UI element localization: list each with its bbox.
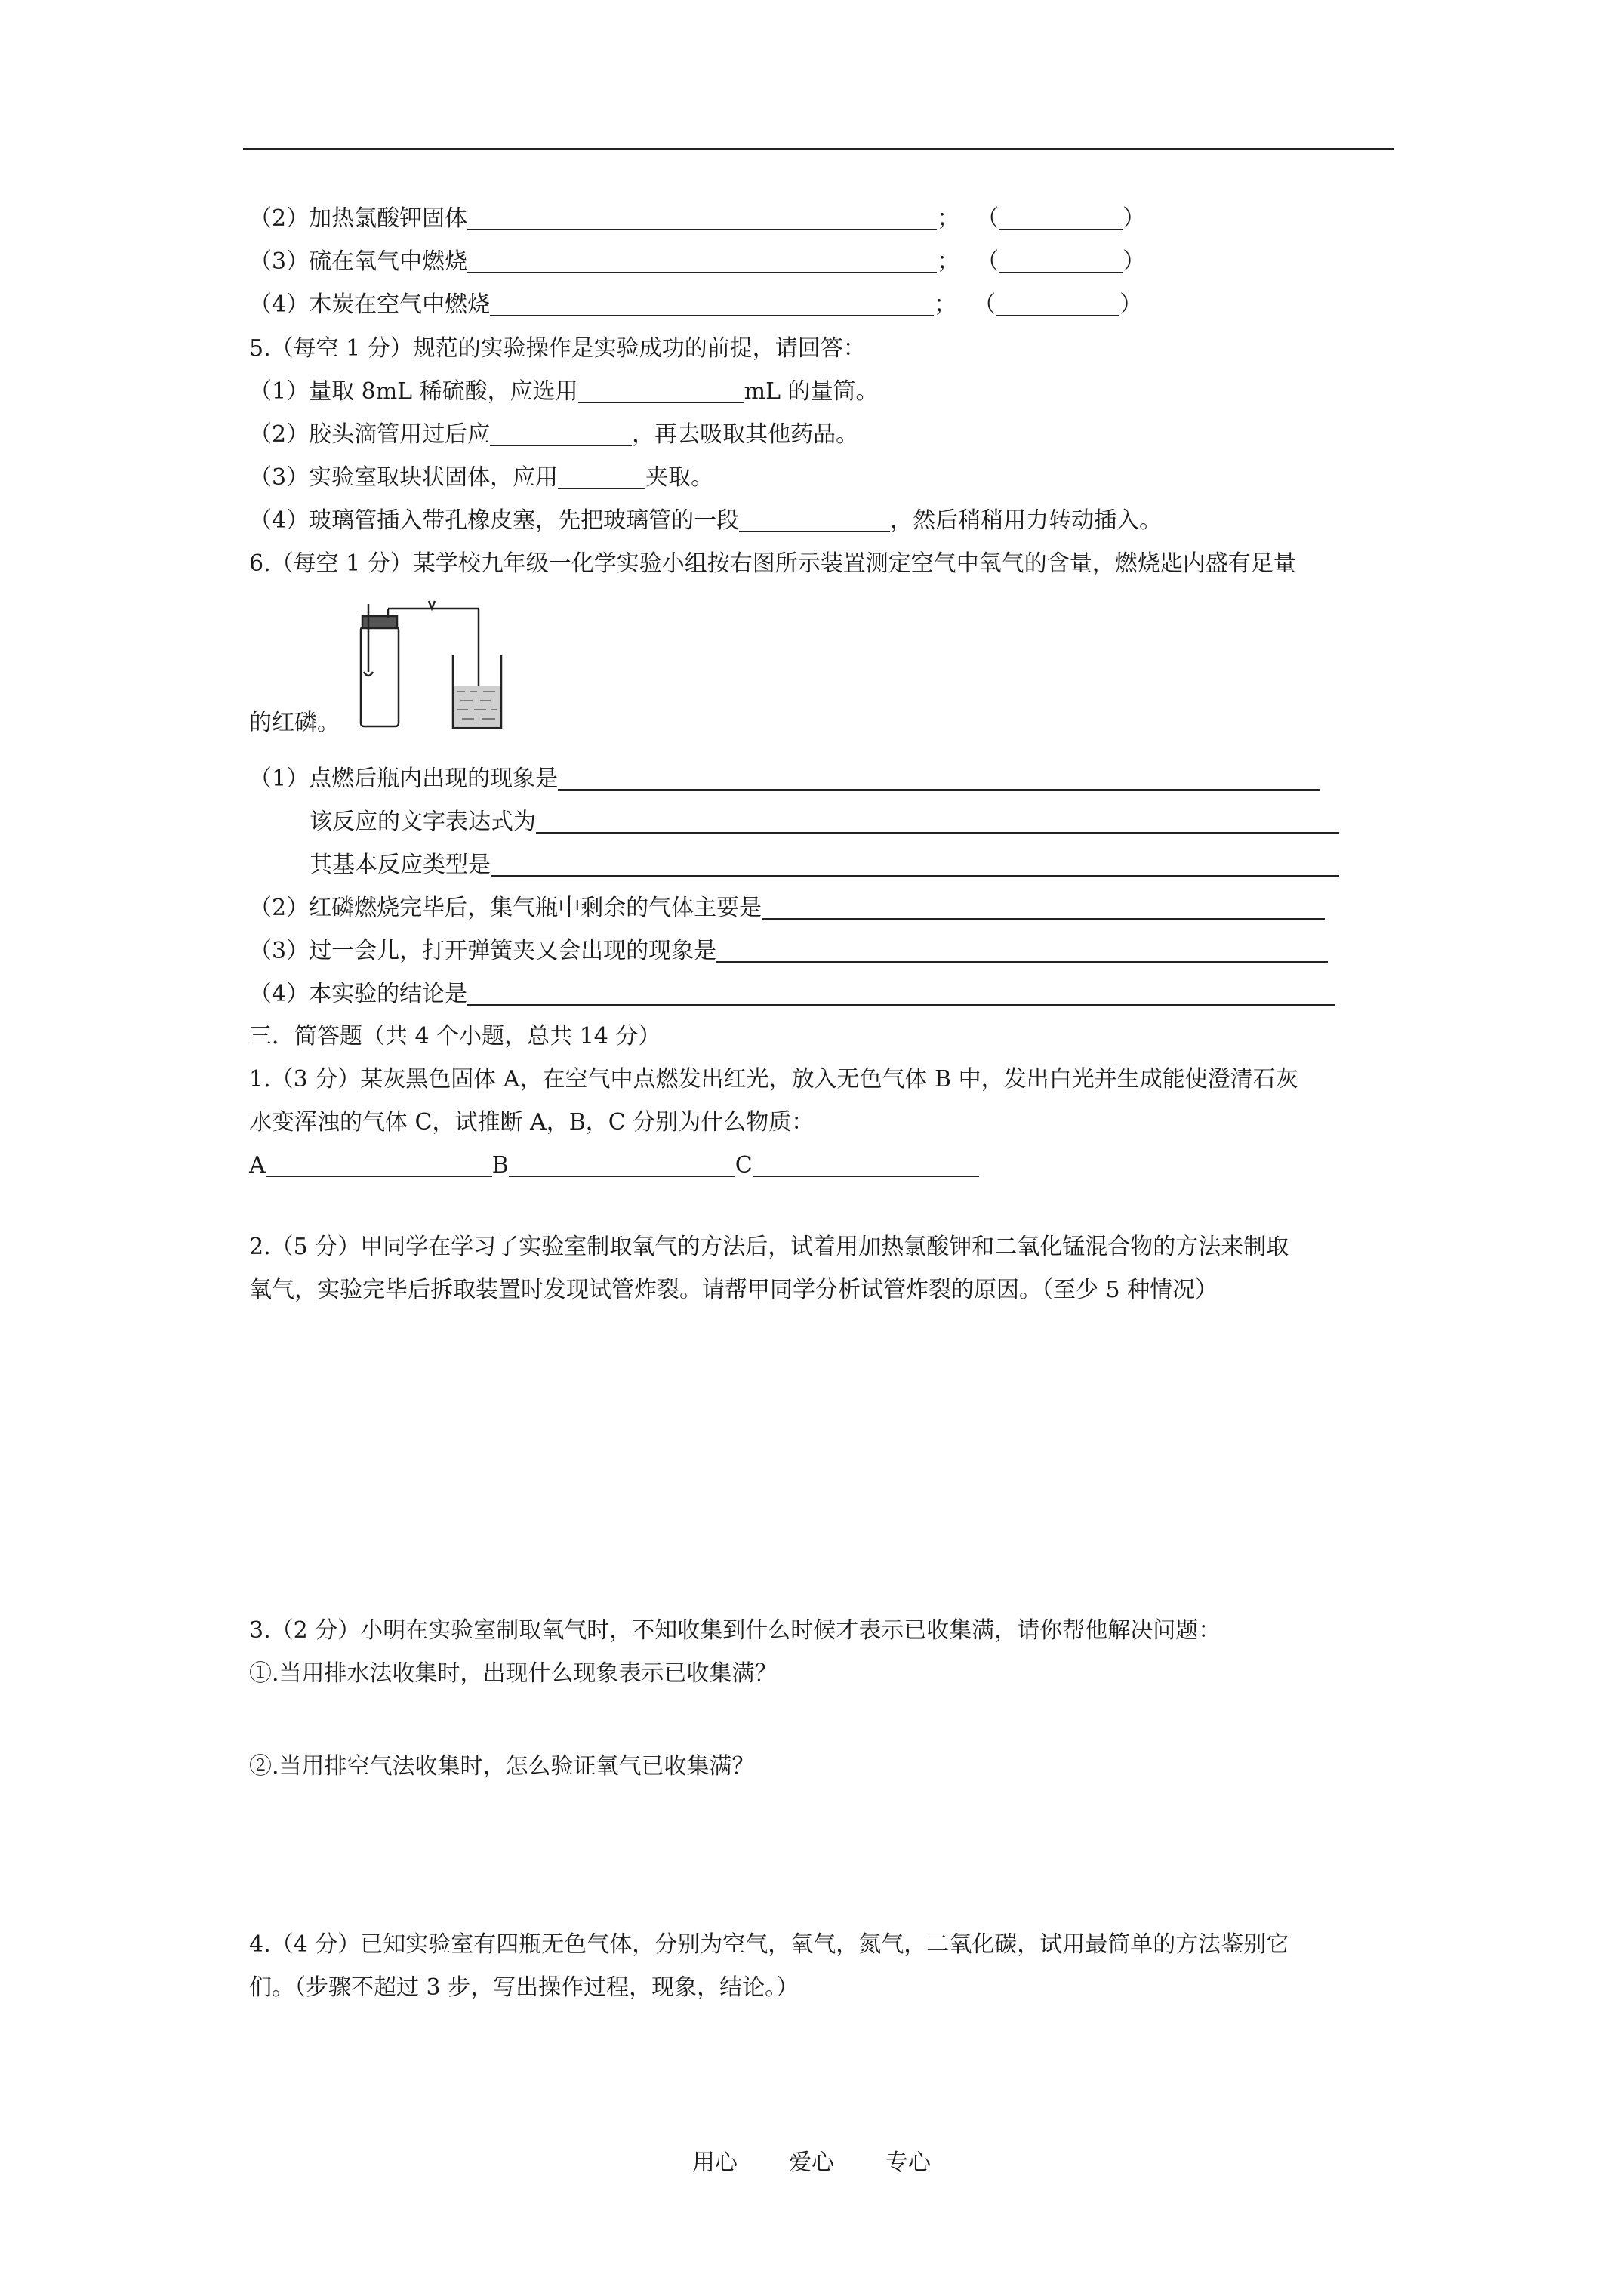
answer-blank[interactable]: [996, 289, 1119, 316]
s3-q3-sub1: ①.当用排水法收集时，出现什么现象表示已收集满？: [249, 1660, 778, 1687]
answer-label-c: C: [735, 1152, 753, 1179]
answer-blank[interactable]: [266, 1150, 492, 1177]
q5-item-text: （4）玻璃管插入带孔橡皮塞，先把玻璃管的一段: [249, 507, 740, 534]
q5-item-text: （2）胶头滴管用过后应: [249, 421, 491, 448]
answer-blank[interactable]: [762, 892, 1325, 920]
answer-blank[interactable]: [753, 1150, 979, 1177]
q4-item-label: （3）硫在氧气中燃烧: [249, 248, 468, 275]
q5-item-text: ，再去吸取其他药品。: [632, 421, 859, 448]
q5-item-text: （1）量取 8mL 稀硫酸，应选用: [249, 378, 578, 405]
s3-q2-line2: 氧气，实验完毕后拆取装置时发现试管炸裂。请帮甲同学分析试管炸裂的原因。（至少 5 种情况）: [249, 1277, 1218, 1303]
gas-bottle: [361, 627, 399, 726]
q5-item-1: [249, 375, 879, 408]
semicolon: ；: [937, 205, 960, 232]
q6-item-text: （3）过一会儿，打开弹簧夹又会出现的现象是: [249, 938, 717, 964]
q5-title: 5.（每空 1 分）规范的实验操作是实验成功的前提，请回答：: [249, 335, 866, 362]
paren-right: ）: [1123, 248, 1146, 275]
q6-item-text: （4）本实验的结论是: [249, 981, 468, 1007]
s3-q1-line2: 水变浑浊的气体 C，试推断 A，B，C 分别为什么物质：: [249, 1109, 815, 1136]
s3-q3-sub2: ②.当用排空气法收集时，怎么验证氧气已收集满？: [249, 1753, 755, 1780]
answer-blank[interactable]: [558, 763, 1320, 791]
header-rule: [243, 148, 1394, 150]
q6-item-4: [249, 978, 1335, 1011]
answer-blank[interactable]: [467, 203, 937, 230]
answer-label-b: B: [491, 1152, 509, 1179]
s3-q4-line1: 4.（4 分）已知实验室有四瓶无色气体，分别为空气，氧气，氮气，二氧化碳，试用最简单的方法鉴别它: [249, 1931, 1289, 1958]
answer-blank[interactable]: [716, 935, 1328, 963]
answer-blank[interactable]: [999, 203, 1123, 230]
answer-blank[interactable]: [578, 376, 744, 403]
q6-title: 6.（每空 1 分）某学校九年级一化学实验小组按右图所示装置测定空气中氧气的含量，燃烧匙内盛有足量: [249, 550, 1296, 577]
q5-item-text: mL 的量筒。: [744, 378, 879, 405]
combustion-spoon: [364, 672, 373, 676]
q5-item-4: [249, 504, 1162, 538]
answer-blank[interactable]: [509, 1150, 735, 1177]
answer-blank[interactable]: [999, 246, 1123, 273]
footer-text: 专心: [885, 2150, 931, 2176]
q6-item-text: （2）红磷燃烧完毕后，集气瓶中剩余的气体主要是: [249, 895, 762, 921]
q5-item-2: [249, 418, 858, 451]
beaker-water: [454, 686, 500, 726]
paren-right: ）: [1123, 205, 1146, 232]
s3-q4-line2: 们。（步骤不超过 3 步，写出操作过程，现象，结论。）: [249, 1974, 799, 2001]
answer-blank[interactable]: [467, 978, 1335, 1006]
answer-label-a: A: [249, 1152, 266, 1179]
s3-q3-line1: 3.（2 分）小明在实验室制取氧气时，不知收集到什么时候才表示已收集满，请你帮他解决问题：: [249, 1617, 1221, 1644]
answer-blank[interactable]: [558, 462, 645, 489]
footer-text: 爱心: [789, 2150, 834, 2176]
q4-item-label: （2）加热氯酸钾固体: [249, 205, 468, 232]
footer-text: 用心: [692, 2150, 738, 2176]
answer-blank[interactable]: [536, 806, 1339, 834]
q5-item-text: 夹取。: [645, 464, 714, 491]
paren-left: （: [976, 205, 999, 232]
semicolon: ；: [937, 248, 960, 275]
s3-q2-line1: 2.（5 分）甲同学在学习了实验室制取氧气的方法后，试着用加热氯酸钾和二氧化锰混合物的方法来制取: [249, 1234, 1289, 1260]
q6-item-text: （1）点燃后瓶内出现的现象是: [249, 766, 559, 792]
answer-blank[interactable]: [490, 419, 632, 446]
q6-continuation: 的红磷。: [249, 710, 340, 736]
spring-clamp: [429, 601, 435, 609]
q6-item-3: [249, 935, 1328, 968]
answer-blank[interactable]: [490, 289, 934, 316]
q6-item-text: 该反应的文字表达式为: [310, 809, 536, 835]
q5-item-text: （3）实验室取块状固体，应用: [249, 464, 559, 491]
q6-item-text: 其基本反应类型是: [310, 852, 491, 878]
q4-item-label: （4）木炭在空气中燃烧: [249, 291, 491, 318]
q6-item-2: [249, 892, 1325, 925]
semicolon: ；: [934, 291, 957, 318]
apparatus-diagram: [347, 596, 506, 732]
q4-item-2: [249, 202, 1145, 236]
answer-blank[interactable]: [467, 246, 937, 273]
page-footer: [0, 2147, 1623, 2180]
paren-right: ）: [1119, 291, 1143, 318]
s3-q1-answers: [249, 1149, 979, 1182]
q4-item-3: [249, 245, 1145, 279]
answer-blank[interactable]: [739, 505, 890, 532]
s3-q1-line1: 1.（3 分）某灰黑色固体 A，在空气中点燃发出红光，放入无色气体 B 中，发出白光并生成能使澄清石灰: [249, 1066, 1298, 1093]
q4-item-4: [249, 288, 1142, 322]
q6-item-1c: [310, 849, 1339, 882]
q6-item-1b: [310, 806, 1339, 839]
paren-left: （: [976, 248, 999, 275]
q5-item-text: ，然后稍稍用力转动插入。: [890, 507, 1163, 534]
paren-left: （: [973, 291, 996, 318]
section3-title: 三．简答题（共 4 个小题，总共 14 分）: [249, 1023, 661, 1049]
q6-item-1: [249, 763, 1320, 796]
q5-item-3: [249, 461, 713, 495]
answer-blank[interactable]: [491, 849, 1339, 877]
